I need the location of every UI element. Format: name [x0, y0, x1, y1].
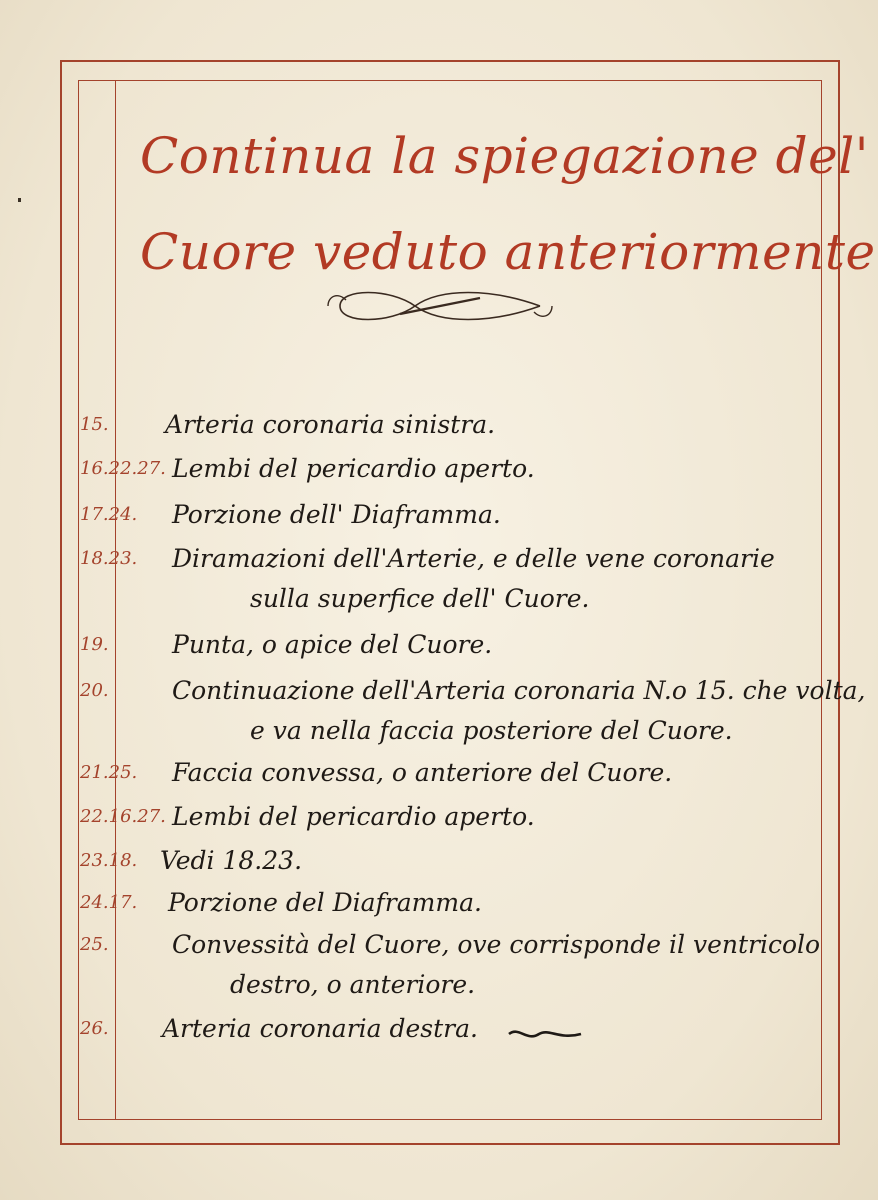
title-line-2: Cuore veduto anteriormente [140, 223, 876, 281]
entry-number: 26. [80, 1018, 109, 1039]
entry-number: 22.16.27. [80, 806, 166, 827]
list-item [0, 930, 878, 999]
entry-number: 21.25. [80, 762, 138, 783]
list-item [0, 758, 878, 802]
list-item [0, 802, 878, 846]
page-title [140, 108, 876, 300]
entry-text-continuation: sulla superfice dell' Cuore. [250, 584, 590, 613]
list-item [0, 676, 878, 745]
entry-number: 19. [80, 634, 109, 655]
entry-text: Lembi del pericardio aperto. [172, 454, 535, 483]
entry-text: Faccia convessa, o anteriore del Cuore. [172, 758, 673, 787]
entry-number: 16.22.27. [80, 458, 166, 479]
list-item [0, 888, 878, 932]
entry-number: 17.24. [80, 504, 138, 525]
entry-text: Diramazioni dell'Arterie, e delle vene coronarie [172, 544, 775, 573]
list-item [0, 846, 878, 890]
list-item [0, 410, 878, 454]
page-blemish [18, 198, 21, 202]
entry-text: Convessità del Cuore, ove corrisponde il ventricolo [172, 930, 821, 959]
title-line-1: Continua la spiegazione del' [140, 127, 869, 185]
entry-text: Punta, o apice del Cuore. [172, 630, 493, 659]
entry-text-continuation: destro, o anteriore. [230, 970, 476, 999]
list-item [0, 454, 878, 498]
list-item [0, 630, 878, 674]
entry-text: Porzione del Diaframma. [168, 888, 482, 917]
ending-flourish-icon [505, 1022, 585, 1046]
entry-text: Vedi 18.23. [160, 846, 303, 875]
entry-number: 24.17. [80, 892, 138, 913]
list-item [0, 1014, 878, 1058]
entry-number: 23.18. [80, 850, 138, 871]
entry-text: Porzione dell' Diaframma. [172, 500, 501, 529]
entry-text: Arteria coronaria destra. [162, 1014, 478, 1043]
entry-text-continuation: e va nella faccia posteriore del Cuore. [250, 716, 733, 745]
entry-number: 15. [80, 414, 109, 435]
decorative-flourish-icon [320, 276, 560, 336]
entry-number: 18.23. [80, 548, 138, 569]
entry-text: Lembi del pericardio aperto. [172, 802, 535, 831]
entry-number: 20. [80, 680, 109, 701]
list-item [0, 544, 878, 613]
entry-text: Continuazione dell'Arteria coronaria N.o 15. che volta, [172, 676, 866, 705]
entry-text: Arteria coronaria sinistra. [165, 410, 496, 439]
list-item [0, 500, 878, 544]
entry-number: 25. [80, 934, 109, 955]
